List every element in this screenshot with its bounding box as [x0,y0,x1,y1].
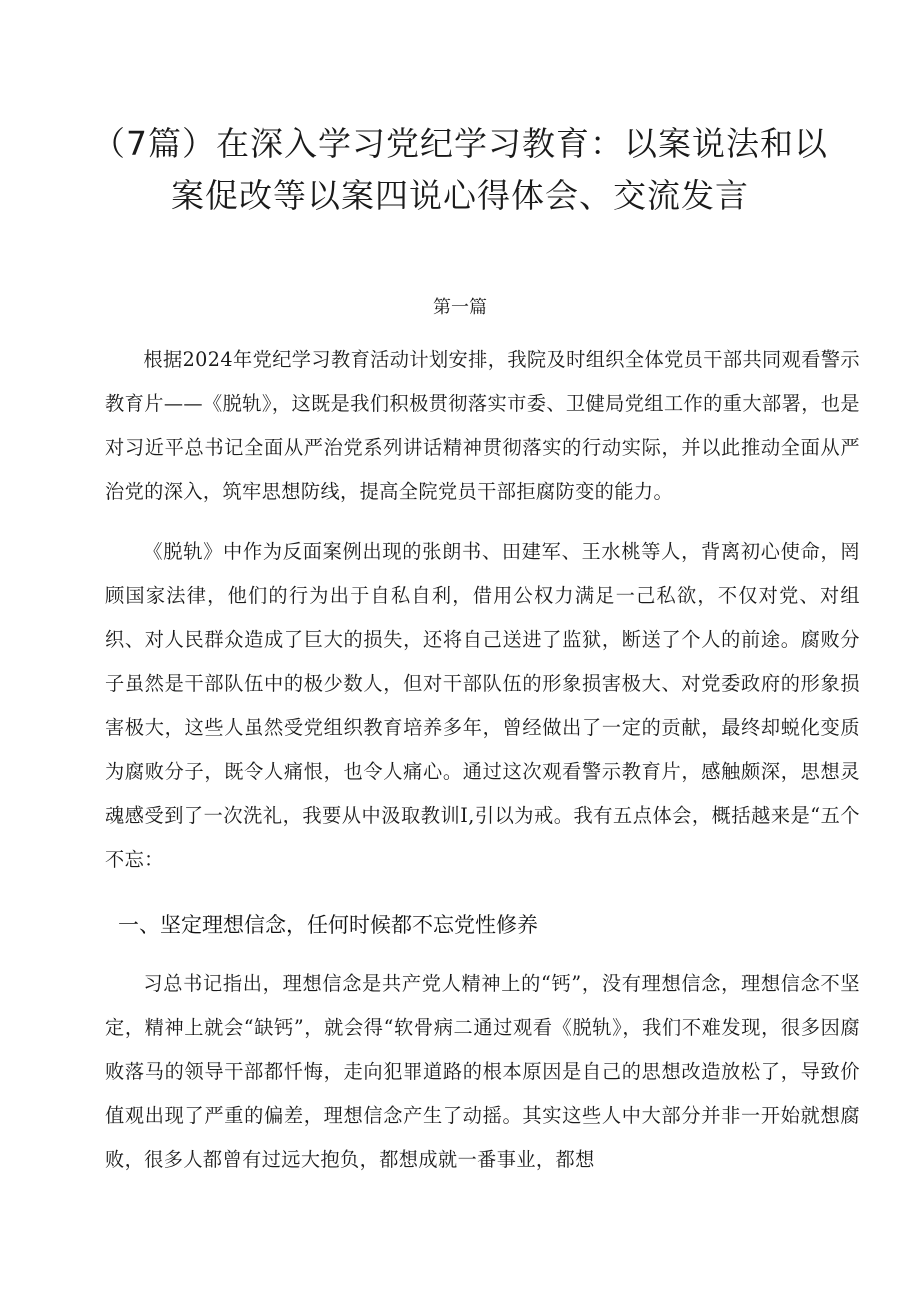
section-heading-1: 一、坚定理想信念，任何时候都不忘党性修养 [118,913,538,937]
paragraph-1: 根据2024年党纪学习教育活动计划安排，我院及时组织全体党员干部共同观看警示教育片——《脱轨》，这既是我们积极贯彻落实市委、卫健局党组工作的重大部署，也是对习近平总书记全面从严治党系列讲话精神贯彻落实的行动实际，并以此推动全面从严治党的深入，筑牢思想防线，提高全院党员干部拒腐防变的能力。 [105,348,860,503]
title-line-1: （7篇）在深入学习党纪学习教育：以案说法和以 [92,124,828,163]
paragraph-2: 《脱轨》中作为反面案例出现的张朗书、田建军、王水桃等人，背离初心使命，罔顾国家法律，他们的行为出于自私自利，借用公权力满足一己私欲，不仅对党、对组织、对人民群众造成了巨大的损失，还将自己送进了监狱，断送了个人的前途。腐败分子虽然是干部队伍中的极少数人，但对干部队伍的形象损害极大、对党委政府的形象损害极大，这些人虽然受党组织教育培养多年，曾经做出了一定的贡献，最终却蜕化变质为腐败分子，既令人痛恨，也令人痛心。通过这次观看警示教育片，感触颇深，思想灵魂感受到了一次洗礼，我要从中汲取教训I,引以为戒。我有五点体会，概括越来是“五个不忘： [105,540,860,871]
document-title [80,118,840,222]
paragraph-3: 习总书记指出，理想信念是共产党人精神上的“钙”，没有理想信念，理想信念不坚定，精神上就会“缺钙”，就会得“软骨病二通过观看《脱轨》，我们不难发现，很多因腐败落马的领导干部都忏悔，走向犯罪道路的根本原因是自己的思想改造放松了，导致价值观出现了严重的偏差，理想信念产生了动摇。其实这些人中大部分并非一开始就想腐败，很多人都曾有过远大抱负，都想成就一番事业，都想 [105,972,860,1171]
title-line-2: 案促改等以案四说心得体会、交流发言 [171,176,749,215]
section-label: 第一篇 [433,297,487,318]
